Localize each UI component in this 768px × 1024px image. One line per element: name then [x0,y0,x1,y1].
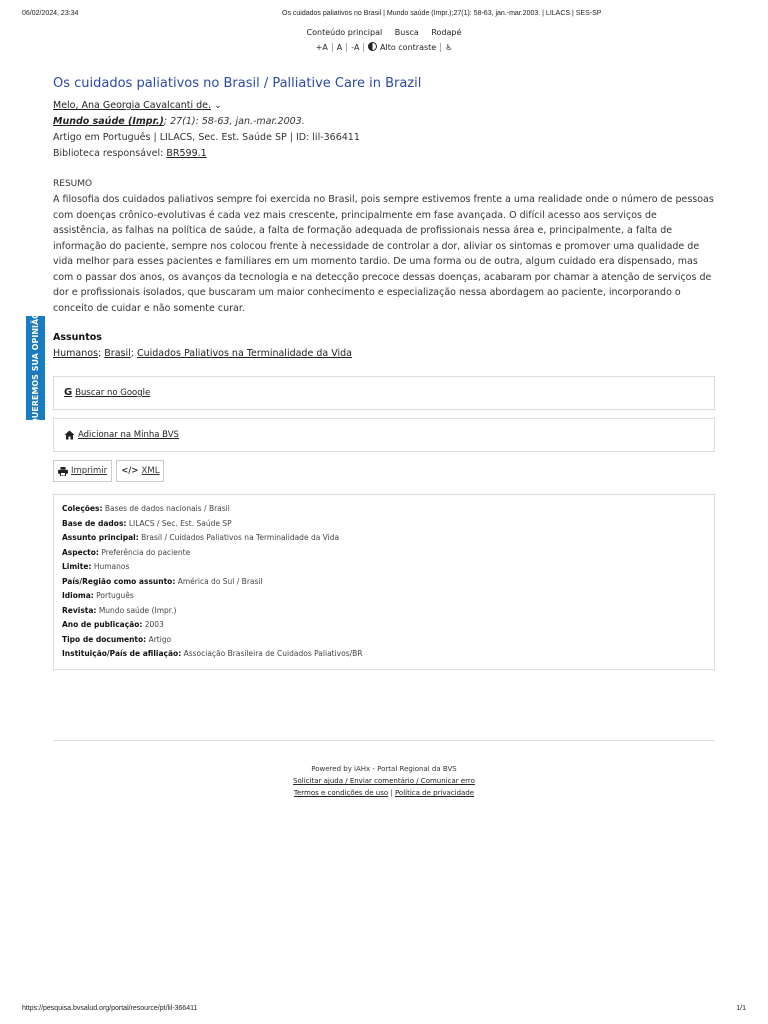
record-info: Artigo em Português | LILACS, Sec. Est. Saúde SP | ID: lil-366411 [53,132,360,143]
code-icon: </> [121,466,139,476]
page-footer: Powered by iAHx - Portal Regional da BVS Solicitar ajuda / Enviar comentário / Comunicar erro Termos e condições de uso | Política de privacidade [53,740,715,799]
skip-main-link[interactable]: Conteúdo principal [306,28,383,37]
detail-row: Ano de publicação: 2003 [62,620,164,629]
detail-row: Base de dados: LILACS / Sec. Est. Saúde SP [62,518,232,528]
detail-row: Limite: Humanos [62,562,130,571]
skip-search-link[interactable]: Busca [394,28,419,37]
journal-link[interactable]: Mundo saúde (Impr.) [53,116,164,127]
accessibility-bar [0,28,768,52]
detail-row: Tipo de documento: Artigo [62,634,172,644]
detail-row: Idioma: Português [62,591,134,600]
subject-link[interactable]: Cuidados Paliativos na Terminalidade da Vida [136,348,352,359]
chevron-down-icon[interactable]: ⌄ [214,101,222,111]
library-code-link[interactable]: BR599.1 [166,148,207,159]
detail-row: Coleções: Bases de dados nacionais / Brasil [62,504,230,513]
printer-icon [58,467,68,476]
subject-link[interactable]: Brasil [104,348,131,359]
journal-citation: ; 27(1): 58-63, jan.-mar.2003. [163,116,305,127]
print-footer [22,1005,746,1012]
font-normal-button[interactable]: A [333,43,347,52]
powered-by: Powered by iAHx - Portal Regional da BVS [311,765,457,773]
terms-link[interactable]: Termos e condições de uso [293,789,389,797]
skip-footer-link[interactable]: Rodapé [431,28,462,37]
record-title[interactable]: Os cuidados paliativos no Brasil / Palliative Care in Brazil [53,76,422,91]
print-url: https://pesquisa.bvsalud.org/portal/resource/pt/lil-366411 [22,1005,198,1012]
detail-row: Aspecto: Preferência do paciente [62,547,191,557]
abstract-text: A filosofia dos cuidados paliativos sempre foi exercida no Brasil, pois sempre estivemos frente a uma realidade onde o número de pessoas com doenças crônico-evolutivas é cada vez mais crescente, principalmente em fase avançada. O difícil acesso aos serviços de assistência, as falhas na política de saúde, a falta de formação adequada de profissionais nessa área e, principalmente, a falta de informação do paciente, sempre nos colocou frente à necessidade de controlar a dor, aliviar os sintomas e promover uma qualidade de vida melhor para esses pacientes e familiares em um momento tardio. De uma forma ou de outra, algum cuidado era dispensado, mas com o passar dos anos, os avanços da tecnologia e na detecção precoce dessas doenças, acabaram por chamar a atenção de serviços de dor e profissionais isolados, que buscaram um maior conhecimento e especialização nessa abordagem ao paciente, incorporando o conceito de cuidar e não somente curar. [53,194,714,314]
abstract-label: RESUMO [53,179,93,189]
subjects-heading: Assuntos [53,332,102,343]
detail-row: País/Região como assunto: América do Sul / Brasil [62,576,263,586]
google-search-box [53,376,715,410]
record-main [53,76,715,670]
feedback-tab-label: QUEREMOS SUA OPINIÃO [31,311,40,425]
add-mybvs-link[interactable]: Adicionar na Minha BVS [64,427,179,443]
subject-link[interactable]: Humanos [53,348,99,359]
author-line [53,98,715,114]
print-date: 06/02/2024, 23:34 [22,10,79,17]
details-panel [53,494,715,670]
feedback-link[interactable]: Solicitar ajuda / Enviar comentário / Comunicar erro [293,777,475,785]
high-contrast-button[interactable]: Alto contraste [364,43,441,52]
xml-button[interactable]: </> XML [116,460,164,482]
detail-row: Instituição/País de afiliação: Associação Brasileira de Cuidados Paliativos/BR [62,649,363,658]
contrast-icon [368,42,377,51]
font-increase-button[interactable]: +A [312,43,333,52]
subjects-list: Humanos; Brasil; Cuidados Paliativos na Terminalidade da Vida [53,348,352,359]
mybvs-box [53,418,715,452]
home-icon [64,430,75,440]
print-page-number: 1/1 [736,1005,746,1012]
journal-line [53,114,715,130]
detail-row: Revista: Mundo saúde (Impr.) [62,605,177,615]
export-buttons [53,460,715,482]
author-link[interactable]: Melo, Ana Georgia Cavalcanti de. [53,100,212,111]
privacy-link[interactable]: Política de privacidade [394,789,475,797]
accessibility-icon[interactable]: ♿ [445,43,453,52]
google-icon: G [64,387,73,398]
print-button[interactable]: Imprimir [53,460,112,482]
google-search-link[interactable]: G Buscar no Google [64,385,150,401]
print-title: Os cuidados paliativos no Brasil | Mundo saúde (Impr.);27(1): 58-63, jan.-mar.2003. | LILACS | SES-SP [282,10,602,17]
library-line [53,146,715,162]
feedback-tab[interactable] [26,311,45,425]
font-decrease-button[interactable]: -A [347,43,364,52]
detail-row: Assunto principal: Brasil / Cuidados Paliativos na Terminalidade da Vida [62,533,340,542]
library-label: Biblioteca responsável: [53,148,164,159]
